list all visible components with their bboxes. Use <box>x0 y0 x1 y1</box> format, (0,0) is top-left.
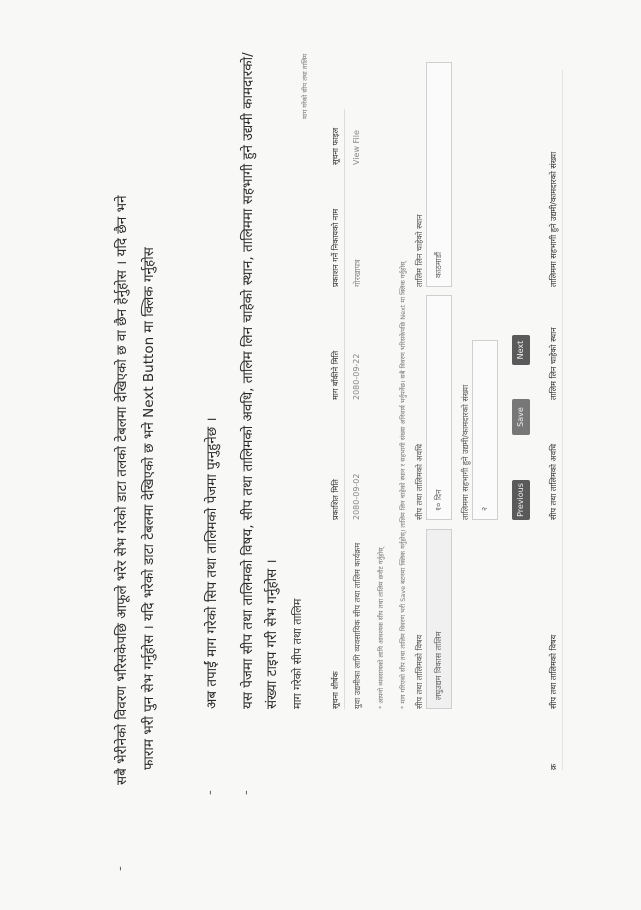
field-duration-label: सीप तथा तालिमको अवधि <box>415 443 424 520</box>
field-subject-label: सीप तथा तालिमको विषय <box>415 634 424 709</box>
note-2: * माग गरिएको सीप तथा तालिम विवरण भरी Save बटनमा क्लिक गर्नुहोस्। तालिम लिन चाहेको स्थान र सहभागी संख्या अनिवार्य भर्नुपर्नेछ। सबै विवरण भरिसकेपछि Next मा क्लिक गर्नुहोस् <box>399 261 407 709</box>
rotated-content <box>0 5 641 905</box>
table-header-title: सूचना शीर्षक <box>331 671 340 709</box>
instruction-3-line-2: संख्या टाइप गरी सेभ गर्नुहोस । <box>264 559 280 709</box>
table-header-deadline: माग बाँकीने मिति <box>331 350 340 400</box>
table-row-deadline: 2080-09-22 <box>352 353 361 400</box>
bottom-header-divider <box>562 70 563 770</box>
instruction-1-line-2: फाराम भरी पुन सेभ गर्नुहोस । यदि भरेको डाटा टेबलमा देखिएको छ भने Next Button मा क्लिक गर्नुहोस <box>141 247 157 770</box>
location-input[interactable]: काठमाडौं <box>426 62 452 287</box>
table-header-file: सूचना फाइल <box>331 127 340 165</box>
table-header-divider <box>344 109 345 709</box>
field-participants-label: तालिममा सहभागी हुने उद्यमी/कामदारको संख्या <box>461 384 470 520</box>
instruction-1-line-1: - सबै भेरीनेको विवरण भरिसकेपछि आफूले भरेर सेभ गरेको डाटा तलको टेबलमा देखिएको छ वा छैन हेर्नुहोस । यदि छैन भने <box>112 195 130 785</box>
table-row-title: युवा उद्यमीका लागि व्यवसायिक सीप तथा तालिम कार्यक्रम <box>353 542 362 709</box>
subject-input[interactable]: लघुउद्यम विकास तालिम <box>426 529 452 709</box>
bottom-header-number: क्र <box>549 763 558 770</box>
duration-input[interactable]: १० दिन <box>426 295 452 520</box>
view-file-link[interactable]: View File <box>352 130 361 165</box>
instruction-2: - अब तपाईं माग गरेको सिप तथा तालिमको पेजमा पुग्नुहुनेछ । <box>202 417 220 709</box>
instruction-3-line-1: - यस पेजमा सीप तथा तालिमको विषय, सीप तथा तालिमको अवधि, तालिम लिन चाहेको स्थान, तालिममा सहभागी हुने उद्यमी कामदारको/ <box>238 52 256 709</box>
next-button[interactable]: Next <box>512 335 530 365</box>
section-title: माग गरेको सीप तथा तालिम <box>291 598 304 709</box>
note-1: * आफ्नो व्यवसायको लागि आवश्यक सीप तथा तालिम छनौट गर्नुहोस् <box>377 547 385 709</box>
participants-input[interactable]: २ <box>472 340 498 520</box>
bottom-header-subject: सीप तथा तालिमको विषय <box>549 634 558 709</box>
bottom-header-participants: तालिममा सहभागी हुने उद्यमी/कामदारको संख्या <box>549 151 558 287</box>
table-row-publisher: गोरखापत्र <box>353 259 362 287</box>
top-right-note: माग गरेको सीप तथा तालिम <box>301 53 309 119</box>
save-button[interactable]: Save <box>512 399 530 435</box>
table-header-published: प्रकाशित मिति <box>331 479 340 520</box>
bottom-header-duration: सीप तथा तालिमको अवधि <box>549 443 558 520</box>
table-header-publisher: प्रकाशन गर्ने निकायको नाम <box>331 208 340 287</box>
previous-button[interactable]: Previous <box>512 480 530 520</box>
bottom-header-location: तालिम लिन चाहेको स्थान <box>549 327 558 400</box>
field-location-label: तालिम लिन चाहेको स्थान <box>415 214 424 287</box>
table-row-published: 2080-09-02 <box>352 473 361 520</box>
